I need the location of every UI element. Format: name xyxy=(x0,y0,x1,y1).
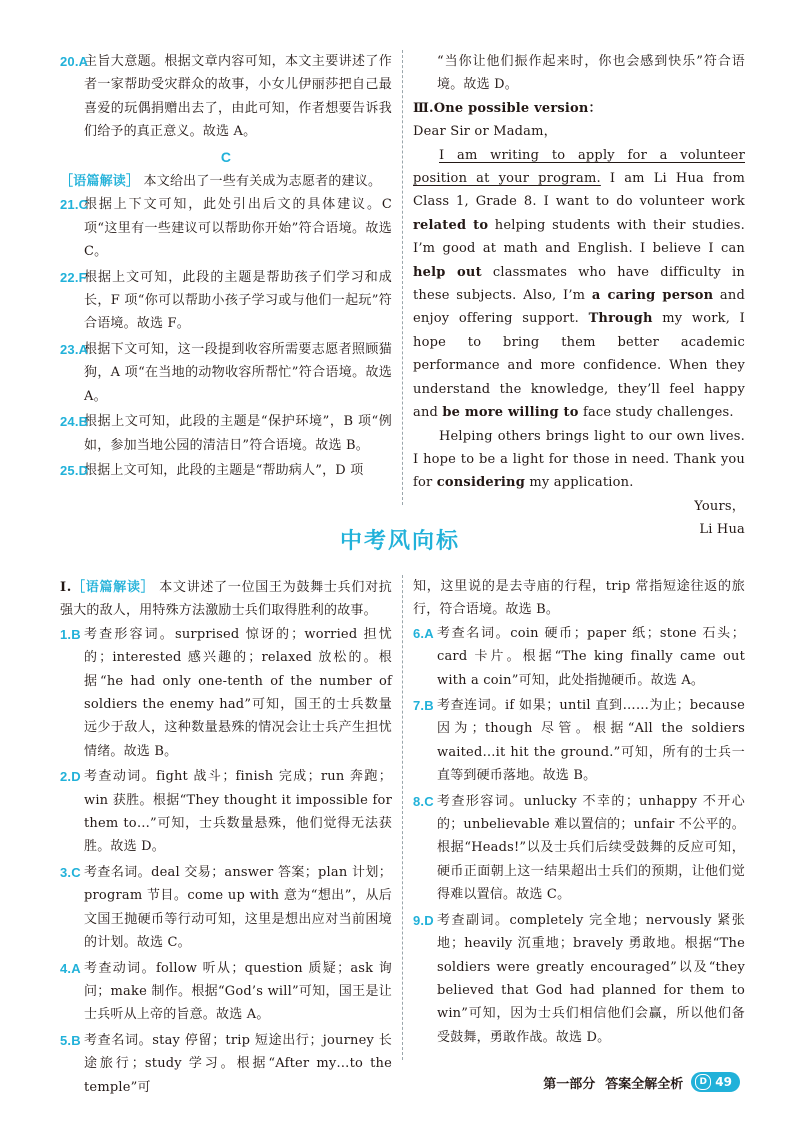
answer-25-continued: “当你让他们振作起来时，你也会感到快乐”符合语境。故选 D。 xyxy=(437,54,745,93)
question-number: 8.C xyxy=(413,793,434,809)
essay-text: and enjoy offering support. xyxy=(413,288,745,327)
answer-text: 根据上文可知，此段的主题是“帮助病人”，D 项 xyxy=(84,462,364,478)
answer-5-continued: 知，这里说的是去寺庙的行程，trip 常指短途往返的旅行，符合语境。故选 B。 xyxy=(413,579,745,618)
question-number: 22.F xyxy=(60,269,87,285)
essay-text: my application. xyxy=(524,475,634,491)
question-number: 21.C xyxy=(60,197,89,213)
closing: Yours， xyxy=(694,498,745,514)
passage-text: 本文给出了一些有关成为志愿者的建议。 xyxy=(143,174,382,190)
top-left-column xyxy=(60,50,392,484)
key-phrase: be more willing to xyxy=(442,405,579,421)
answer-8 xyxy=(413,790,745,907)
section-c-heading: C xyxy=(220,148,232,165)
question-number: 9.D xyxy=(413,912,434,928)
answer-text: 考查名词。stay 停留；trip 短途出行；journey 长途旅行；study 学习。根据“After my…to the temple”可 xyxy=(84,1032,392,1095)
bottom-left-column xyxy=(60,575,392,1101)
question-number: 25.D xyxy=(60,462,89,478)
answer-text: 考查名词。coin 硬币；paper 纸；stone 石头；card 卡片。根据“The king finally came out with a coin”可知，此处指抛硬币。故选 A。 xyxy=(437,625,745,688)
answer-20 xyxy=(60,50,392,144)
answer-3 xyxy=(60,861,392,955)
essay-text: Helping others brings light to our own lives. I hope to be a light for those in need. Thank you for xyxy=(413,428,745,491)
answer-text: 根据下文可知，这一段提到收容所需要志愿者照顾猫狗，A 项“在当地的动物收容所帮忙”符合语境。故选 A。 xyxy=(84,341,392,404)
question-number: 4.A xyxy=(60,960,81,976)
answer-22 xyxy=(60,266,392,336)
question-number: 24.B xyxy=(60,414,89,430)
sample-essay-title: Ⅲ.One possible version： xyxy=(413,100,602,116)
column-divider-top xyxy=(402,50,403,505)
question-number: 5.B xyxy=(60,1032,81,1048)
page-number-badge xyxy=(691,1072,740,1092)
opening-sentence: I am writing to apply for a volunteer position at your program. xyxy=(413,147,745,187)
answer-text: 考查名词。deal 交易；answer 答案；plan 计划；program 节目。come up with 意为“想出”，从后文国王抛硬币等行动可知，这里是想出应对当前困境的计划。故选 C。 xyxy=(84,864,392,951)
answer-text: 根据上文可知，此段的主题是帮助孩子们学习和成长，F 项“你可以帮助小孩子学习或与他们一起玩”符合语境。故选 F。 xyxy=(84,269,392,332)
essay-text: classmates who have difficulty in these subjects. Also, I’m xyxy=(413,264,745,304)
answer-23 xyxy=(60,338,392,408)
answer-text: 主旨大意题。根据文章内容可知，本文主要讲述了作者一家帮助受灾群众的故事，小女儿伊丽莎把自己最喜爱的玩偶捐赠出去了，由此可知，作者想要告诉我们给予的真正意义。故选 A。 xyxy=(84,54,392,140)
page-number: 49 xyxy=(715,1075,732,1089)
bottom-right-column xyxy=(413,575,745,1051)
answer-25 xyxy=(60,459,392,482)
part-roman-numeral: Ⅰ. xyxy=(60,580,72,595)
footer-part: 第一部分 xyxy=(543,1076,596,1092)
answer-text: 考查副词。completely 完全地；nervously 紧张地；heavily 沉重地；bravely 勇敢地。根据“The soldiers were greatly encouraged”以及“they believed that God had planned for them to win”可知，因为士兵们相信他们会赢，所以他们备受鼓舞，勇敢作战。故选 D。 xyxy=(437,912,745,1045)
question-number: 2.D xyxy=(60,769,81,785)
question-number: 23.A xyxy=(60,341,89,357)
answer-2 xyxy=(60,765,392,859)
answer-1 xyxy=(60,623,392,763)
answer-text: 根据上文可知，此段的主题是“保护环境”，B 项“例如，参加当地公园的清洁日”符合语境。故选 B。 xyxy=(84,414,392,453)
answer-text: 考查动词。follow 听从；question 质疑；ask 询问；make 制作。根据“God’s will”可知，国王是让士兵听从上帝的旨意。故选 A。 xyxy=(84,960,392,1023)
key-phrase: considering xyxy=(436,475,525,491)
essay-text: helping students with their studies. I’m good at math and English. I believe I can xyxy=(413,217,745,257)
answer-text: 根据上下文可知，此处引出后文的具体建议。C 项“这里有一些建议可以帮助你开始”符合语境。故选 C。 xyxy=(84,197,392,260)
key-phrase: a caring person xyxy=(591,288,714,304)
essay-text: my work, I hope to bring them better academic performance and more confidence. When they understand the knowledge, they’ll feel happy and xyxy=(413,311,745,421)
question-number: 7.B xyxy=(413,698,434,714)
answer-text: 考查动词。fight 战斗；finish 完成；run 奔跑；win 获胜。根据“They thought it impossible for them to…”可知，士兵数量悬殊，他们觉得无法获胜。故选 D。 xyxy=(84,769,392,855)
question-number: 6.A xyxy=(413,625,434,641)
passage-text: 本文讲述了一位国王为鼓舞士兵们对抗强大的敌人，用特殊方法激励士兵们取得胜利的故事。 xyxy=(60,580,392,619)
section-title: 中考风向标 xyxy=(339,529,460,554)
answer-24 xyxy=(60,410,392,457)
signature: Li Hua xyxy=(699,522,745,538)
answer-text: 考查连词。if 如果；until 直到……为止；because 因为；though 尽管。根据“All the soldiers waited…it hit the ground.”可知，所有的士兵一直等到硬币落地。故选 B。 xyxy=(437,698,745,784)
answer-4 xyxy=(60,957,392,1027)
answer-text: 考查形容词。unlucky 不幸的；unhappy 不开心的；unbelievable 难以置信的；unfair 不公平的。根据“Heads!”以及士兵们后续受鼓舞的反应可知，硬币正面朝上这一结果超出士兵们的预期，让他们觉得难以置信。故选 C。 xyxy=(437,793,745,903)
question-number: 3.C xyxy=(60,864,81,880)
key-phrase: related to xyxy=(413,217,489,233)
passage-tag: ［语篇解读］ xyxy=(71,579,155,594)
essay-text: I am Li Hua from Class 1, Grade 8. I want to do volunteer work xyxy=(413,171,745,210)
answer-21 xyxy=(60,193,392,263)
answer-9 xyxy=(413,909,745,1049)
answer-text: 考查形容词。surprised 惊讶的；worried 担忧的；interested 感兴趣的；relaxed 放松的。根据“he had only one-tenth of the number of soldiers the enemy had”可知，国王的士兵数量远少于敌人，这种数量悬殊的情况会让士兵产生担忧情绪。故选 B。 xyxy=(84,626,392,759)
page-footer xyxy=(543,1072,740,1092)
answer-7 xyxy=(413,694,745,788)
answer-5 xyxy=(60,1029,392,1099)
passage-tag: ［语篇解读］ xyxy=(60,173,140,189)
essay-text: face study challenges. xyxy=(578,405,734,421)
footer-label: 答案全解全析 xyxy=(605,1076,684,1092)
d-circle-icon: D xyxy=(695,1074,711,1090)
top-right-column xyxy=(413,50,745,542)
essay-paragraph-2 xyxy=(413,425,745,495)
passage-summary-1 xyxy=(60,575,392,623)
key-phrase: Through xyxy=(588,311,653,327)
passage-summary-c xyxy=(60,169,392,193)
answer-6 xyxy=(413,622,745,692)
salutation: Dear Sir or Madam， xyxy=(413,124,557,140)
key-phrase: help out xyxy=(413,264,482,280)
question-number: 1.B xyxy=(60,626,81,642)
essay-paragraph-1 xyxy=(413,144,745,425)
question-number: 20.A xyxy=(60,54,89,69)
column-divider-bottom xyxy=(402,575,403,1060)
